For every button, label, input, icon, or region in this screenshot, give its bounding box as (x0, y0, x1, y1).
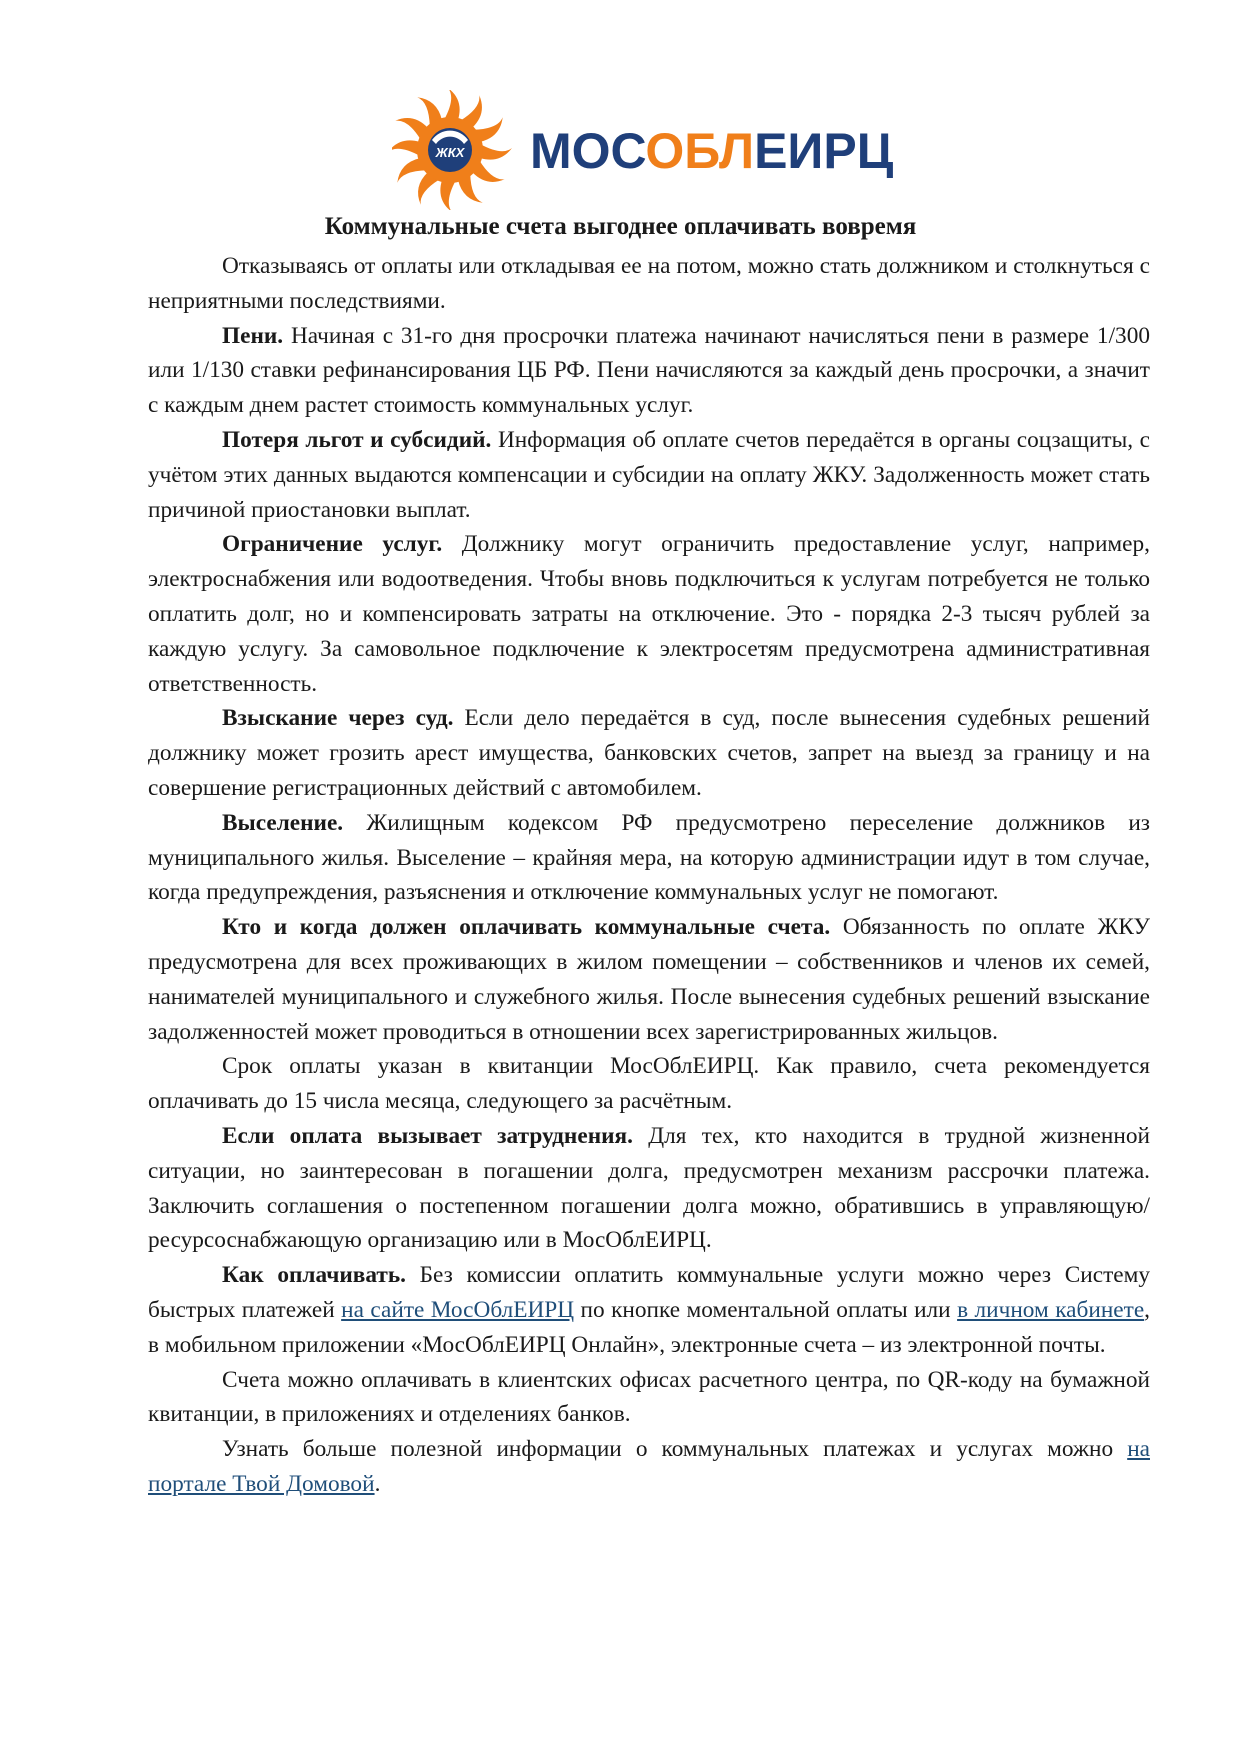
text-who-pays: Обязанность по оплате ЖКУ предусмотрена для всех проживающих в жилом помещении – собственников и членов их семей, нанимателей муниципального и служебного жилья. После вынесения судебных решений взыскание задолженностей может проводиться в отношении всех зарегистрированных жильцов. (148, 914, 1150, 1045)
paragraph-eviction (148, 806, 1150, 910)
paragraph-how-to-pay (148, 1258, 1150, 1362)
paragraph-who-pays (148, 910, 1150, 1049)
paragraph-court (148, 701, 1150, 805)
logo-graphic (392, 90, 912, 210)
text-more-info-tail: . (374, 1470, 381, 1497)
paragraph-benefits (148, 423, 1150, 527)
text-benefits: Информация об оплате счетов передаётся в органы соцзащиты, с учётом этих данных выдаются компенсации и субсидии на оплату ЖКУ. Задолженность может стать причиной приостановки выплат. (148, 426, 1150, 523)
heading-benefits: Потеря льгот и субсидий. (222, 426, 492, 453)
text-eviction: Жилищным кодексом РФ предусмотрено переселение должников из муниципального жилья. Выселение – крайняя мера, на которую администрации идут в том случае, когда предупреждения, разъяснения и отключение коммунальных услуг не помогают. (148, 809, 1150, 906)
brand-part-eirc: ЕИРЦ (754, 123, 894, 179)
heading-court: Взыскание через суд. (222, 705, 454, 732)
heading-who-pays: Кто и когда должен оплачивать коммунальные счета. (222, 914, 831, 941)
text-restriction: Должнику могут ограничить предоставление услуг, например, электроснабжения или водоотведения. Чтобы вновь подключиться к услугам потребуется не только оплатить долг, но и компенсировать затраты на отключение. Это - порядка 2-3 тысяч рублей за каждую услугу. За самовольное подключение к электросетям предусмотрена административная ответственность. (148, 531, 1150, 697)
text-penalties: Начиная с 31-го дня просрочки платежа начинают начисляться пени в размере 1/300 или 1/130 ставки рефинансирования ЦБ РФ. Пени начисляются за каждый день просрочки, а значит с каждым днем растет стоимость коммунальных услуг. (148, 322, 1150, 419)
link-mosobleirc-site[interactable]: на сайте МосОблЕИРЦ (341, 1296, 575, 1323)
text-more-info: Узнать больше полезной информации о коммунальных платежах и услугах можно (222, 1436, 1128, 1463)
paragraph-penalties (148, 319, 1150, 423)
paragraph-restriction (148, 527, 1150, 701)
text-court: Если дело передаётся в суд, после вынесения судебных решений должнику может грозить арест имущества, банковских счетов, запрет на выезд за границу и на совершение регистрационных действий с автомобилем. (148, 705, 1150, 801)
text-how-to-pay-3: , в мобильном приложении «МосОблЕИРЦ Онлайн», электронные счета – из электронной почты. (148, 1296, 1150, 1358)
heading-how-to-pay: Как оплачивать. (222, 1262, 406, 1289)
sun-emblem-icon (392, 90, 512, 210)
paragraph-intro: Отказываясь от оплаты или откладывая ее на потом, можно стать должником и столкнуться с неприятными последствиями. (148, 253, 1150, 314)
brand-part-obl: ОБЛ (645, 123, 755, 179)
brand-name (530, 123, 894, 179)
mosobleirc-logo (392, 90, 912, 210)
paragraph-difficulties (148, 1119, 1150, 1258)
text-difficulties: Для тех, кто находится в трудной жизненной ситуации, но заинтересован в погашении долга, предусмотрен механизм рассрочки платежа. Заключить соглашения о постепенном погашении долга можно, обратившись в управляющую/ресурсоснабжающую организацию или в МосОблЕИРЦ. (148, 1122, 1150, 1254)
heading-restriction: Ограничение услуг. (222, 531, 443, 558)
paragraph-more-info (148, 1432, 1150, 1502)
document-body (148, 249, 1150, 1502)
paragraph-offices: Счета можно оплачивать в клиентских офисах расчетного центра, по QR-коду на бумажной квитанции, в приложениях и отделениях банков. (148, 1366, 1150, 1428)
heading-difficulties: Если оплата вызывает затруднения. (222, 1122, 633, 1149)
heading-eviction: Выселение. (222, 809, 344, 836)
paragraph-deadline: Срок оплаты указан в квитанции МосОблЕИРЦ. Как правило, счета рекомендуется оплачивать до 15 числа месяца, следующего за расчётным. (148, 1053, 1150, 1115)
heading-penalties: Пени. (222, 322, 284, 349)
text-how-to-pay-2: по кнопке моментальной оплаты или (574, 1296, 958, 1323)
text-how-to-pay-1: Без комиссии оплатить коммунальные услуги можно через Систему быстрых платежей (148, 1262, 1150, 1323)
emblem-text: ЖКХ (435, 145, 465, 160)
page-title: Коммунальные счета выгоднее оплачивать вовремя (324, 213, 917, 240)
link-tvoy-domovoy-portal[interactable]: на портале Твой Домовой (148, 1436, 1150, 1497)
brand-part-mos: МОС (530, 123, 646, 179)
link-personal-account[interactable]: в личном кабинете (957, 1296, 1145, 1323)
